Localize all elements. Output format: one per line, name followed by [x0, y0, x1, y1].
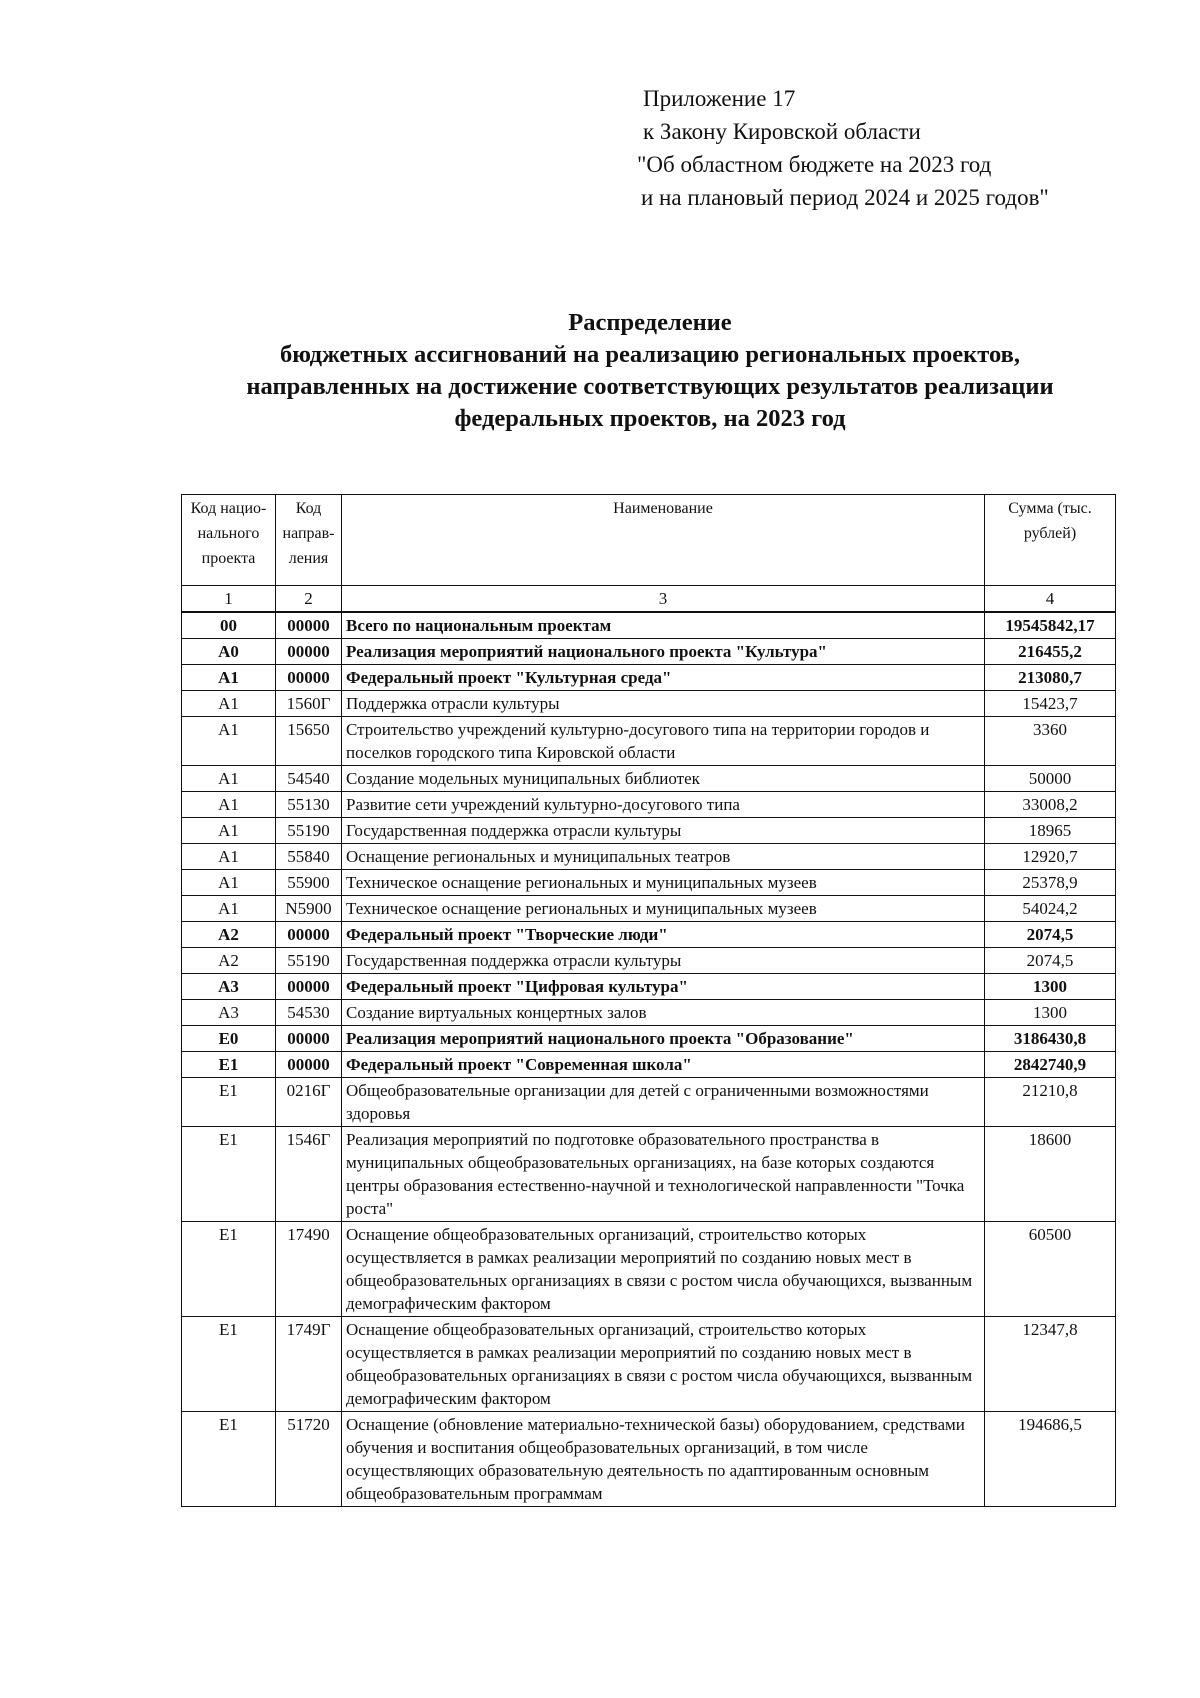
cell-sum: 1300: [985, 1000, 1116, 1026]
cell-name: Развитие сети учреждений культурно-досугового типа: [342, 792, 985, 818]
cell-project-code: А1: [182, 766, 276, 792]
cell-direction-code: 1749Г: [276, 1317, 342, 1412]
table-row: [182, 1412, 1116, 1507]
document-title: [150, 307, 1150, 435]
column-number: 2: [276, 586, 342, 613]
cell-direction-code: 00000: [276, 974, 342, 1000]
cell-direction-code: 54540: [276, 766, 342, 792]
cell-project-code: А1: [182, 844, 276, 870]
table-row: [182, 948, 1116, 974]
cell-sum: 213080,7: [985, 665, 1116, 691]
table-row: [182, 612, 1116, 639]
cell-name: Реализация мероприятий национального проекта "Образование": [342, 1026, 985, 1052]
table-body: [182, 612, 1116, 1507]
cell-project-code: Е0: [182, 1026, 276, 1052]
cell-direction-code: 00000: [276, 1052, 342, 1078]
cell-name: Всего по национальным проектам: [342, 612, 985, 639]
cell-sum: 2074,5: [985, 948, 1116, 974]
cell-project-code: Е1: [182, 1317, 276, 1412]
table-row: [182, 818, 1116, 844]
cell-direction-code: 00000: [276, 639, 342, 665]
cell-project-code: А3: [182, 974, 276, 1000]
annex-line-4: и на плановый период 2024 и 2025 годов": [641, 185, 1049, 210]
column-number-row: [182, 586, 1116, 613]
cell-direction-code: 00000: [276, 665, 342, 691]
cell-project-code: Е1: [182, 1412, 276, 1507]
annex-line-3: "Об областном бюджете на 2023 год: [637, 152, 992, 177]
cell-project-code: А1: [182, 792, 276, 818]
cell-direction-code: 51720: [276, 1412, 342, 1507]
cell-project-code: А1: [182, 896, 276, 922]
cell-direction-code: 0216Г: [276, 1078, 342, 1127]
cell-sum: 18600: [985, 1127, 1116, 1222]
cell-name: Оснащение (обновление материально-технической базы) оборудованием, средствами обучения и воспитания общеобразовательных организаций, в том числе осуществляющих образовательную деятельность по адаптированным основным общеобразовательным программам: [342, 1412, 985, 1507]
cell-project-code: А1: [182, 870, 276, 896]
table-row: [182, 691, 1116, 717]
title-line-2: бюджетных ассигнований на реализацию региональных проектов,: [280, 341, 1020, 368]
cell-name: Создание модельных муниципальных библиотек: [342, 766, 985, 792]
cell-direction-code: 55900: [276, 870, 342, 896]
cell-name: Оснащение общеобразовательных организаций, строительство которых осуществляется в рамках реализации мероприятий по созданию новых мест в общеобразовательных организациях в связи с ростом числа обучающихся, вызванным демографическим фактором: [342, 1222, 985, 1317]
cell-sum: 15423,7: [985, 691, 1116, 717]
cell-project-code: А1: [182, 691, 276, 717]
cell-sum: 2074,5: [985, 922, 1116, 948]
header-direction-code: Код направ-ления: [276, 495, 342, 586]
cell-direction-code: 55190: [276, 818, 342, 844]
cell-sum: 3360: [985, 717, 1116, 766]
cell-direction-code: 55130: [276, 792, 342, 818]
cell-name: Государственная поддержка отрасли культуры: [342, 948, 985, 974]
cell-sum: 3186430,8: [985, 1026, 1116, 1052]
title-line-1: Распределение: [568, 309, 732, 336]
cell-direction-code: 1546Г: [276, 1127, 342, 1222]
cell-direction-code: 15650: [276, 717, 342, 766]
budget-table-wrapper: [181, 494, 1116, 1507]
cell-direction-code: 17490: [276, 1222, 342, 1317]
cell-project-code: А1: [182, 665, 276, 691]
table-row: [182, 766, 1116, 792]
cell-name: Создание виртуальных концертных залов: [342, 1000, 985, 1026]
cell-direction-code: 54530: [276, 1000, 342, 1026]
cell-name: Поддержка отрасли культуры: [342, 691, 985, 717]
table-header-row: [182, 495, 1116, 586]
cell-sum: 60500: [985, 1222, 1116, 1317]
cell-project-code: Е1: [182, 1078, 276, 1127]
table-row: [182, 1026, 1116, 1052]
table-row: [182, 922, 1116, 948]
cell-direction-code: N5900: [276, 896, 342, 922]
cell-direction-code: 55840: [276, 844, 342, 870]
cell-sum: 25378,9: [985, 870, 1116, 896]
cell-name: Государственная поддержка отрасли культуры: [342, 818, 985, 844]
cell-name: Техническое оснащение региональных и муниципальных музеев: [342, 896, 985, 922]
cell-name: Строительство учреждений культурно-досугового типа на территории городов и поселков городского типа Кировской области: [342, 717, 985, 766]
cell-project-code: А1: [182, 717, 276, 766]
cell-sum: 1300: [985, 974, 1116, 1000]
header-project-code: Код нацио-нального проекта: [182, 495, 276, 586]
table-row: [182, 844, 1116, 870]
cell-sum: 12347,8: [985, 1317, 1116, 1412]
table-row: [182, 1052, 1116, 1078]
cell-direction-code: 00000: [276, 922, 342, 948]
cell-sum: 18965: [985, 818, 1116, 844]
cell-project-code: А2: [182, 922, 276, 948]
cell-project-code: А3: [182, 1000, 276, 1026]
cell-sum: 50000: [985, 766, 1116, 792]
cell-sum: 194686,5: [985, 1412, 1116, 1507]
table-row: [182, 792, 1116, 818]
cell-sum: 2842740,9: [985, 1052, 1116, 1078]
cell-name: Оснащение общеобразовательных организаций, строительство которых осуществляется в рамках реализации мероприятий по созданию новых мест в общеобразовательных организациях в связи с ростом числа обучающихся, вызванным демографическим фактором: [342, 1317, 985, 1412]
cell-sum: 19545842,17: [985, 612, 1116, 639]
cell-project-code: 00: [182, 612, 276, 639]
title-line-3: направленных на достижение соответствующих результатов реализации: [246, 373, 1054, 400]
cell-sum: 33008,2: [985, 792, 1116, 818]
cell-sum: 21210,8: [985, 1078, 1116, 1127]
cell-name: Федеральный проект "Цифровая культура": [342, 974, 985, 1000]
cell-project-code: А1: [182, 818, 276, 844]
table-row: [182, 870, 1116, 896]
cell-project-code: Е1: [182, 1222, 276, 1317]
column-number: 3: [342, 586, 985, 613]
annex-line-2: к Закону Кировской области: [643, 119, 921, 144]
cell-name: Федеральный проект "Культурная среда": [342, 665, 985, 691]
cell-direction-code: 00000: [276, 1026, 342, 1052]
table-row: [182, 665, 1116, 691]
table-row: [182, 1317, 1116, 1412]
table-row: [182, 896, 1116, 922]
annex-line-1: Приложение 17: [643, 86, 796, 111]
table-row: [182, 1078, 1116, 1127]
cell-project-code: А0: [182, 639, 276, 665]
title-line-4: федеральных проектов, на 2023 год: [454, 405, 846, 432]
cell-project-code: Е1: [182, 1127, 276, 1222]
cell-name: Общеобразовательные организации для детей с ограниченными возможностями здоровья: [342, 1078, 985, 1127]
cell-name: Техническое оснащение региональных и муниципальных музеев: [342, 870, 985, 896]
table-row: [182, 1000, 1116, 1026]
column-number: 1: [182, 586, 276, 613]
table-row: [182, 1127, 1116, 1222]
header-sum: Сумма (тыс. рублей): [985, 495, 1116, 586]
table-row: [182, 639, 1116, 665]
cell-sum: 54024,2: [985, 896, 1116, 922]
cell-sum: 12920,7: [985, 844, 1116, 870]
cell-name: Федеральный проект "Творческие люди": [342, 922, 985, 948]
cell-name: Федеральный проект "Современная школа": [342, 1052, 985, 1078]
cell-sum: 216455,2: [985, 639, 1116, 665]
cell-name: Реализация мероприятий национального проекта "Культура": [342, 639, 985, 665]
cell-direction-code: 55190: [276, 948, 342, 974]
cell-project-code: А2: [182, 948, 276, 974]
cell-name: Оснащение региональных и муниципальных театров: [342, 844, 985, 870]
cell-name: Реализация мероприятий по подготовке образовательного пространства в муниципальных общеобразовательных организациях, на базе которых создаются центры образования естественно-научной и технологической направленности "Точка роста": [342, 1127, 985, 1222]
budget-table: [181, 494, 1116, 1507]
cell-direction-code: 00000: [276, 612, 342, 639]
column-number: 4: [985, 586, 1116, 613]
table-row: [182, 1222, 1116, 1317]
cell-direction-code: 1560Г: [276, 691, 342, 717]
header-name: Наименование: [342, 495, 985, 586]
table-row: [182, 717, 1116, 766]
table-row: [182, 974, 1116, 1000]
annex-block: [637, 82, 1049, 214]
cell-project-code: Е1: [182, 1052, 276, 1078]
